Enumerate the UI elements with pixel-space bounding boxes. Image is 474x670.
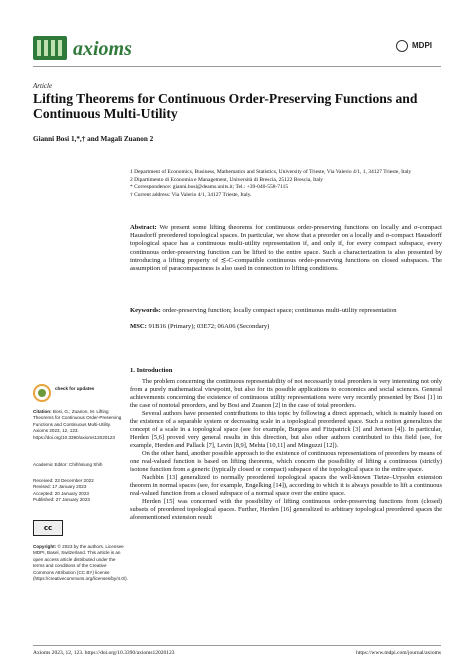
publisher-name: MDPI — [412, 41, 432, 50]
abstract-label: Abstract: — [130, 224, 157, 231]
paragraph: On the other hand, another possible approach to the existence of continuous representations of preorders by means of one real-valued function is based on lifting theorems, which concern the possibility of lifting a continuous (strictly) isotone function from a generic (typically closed or compact) subspace of the topological space to the entire space. — [130, 450, 442, 473]
paragraph: Several authors have presented contributions to this topic by following a direct approach, which is mainly based on the existence of a separable system or decreasing scale in a topological preordered space. Such a notion generalizes the concept of a scale in a topological space (see for example, Burgess and Fitzpatrick [3] and Jerison [4]). In particular, Herden [5,6] proved very general results in this direction, but also other authors contributed to this field (see, for example, Herden and Pallack [7], Levin [8,9], Mehta [10,11] and Minguzzi [12]). — [130, 410, 442, 449]
copyright-text: © 2023 by the authors. Licensee MDPI, Basel, Switzerland. This article is an open access article distributed under the terms and conditions of the Creative Commons Attribution (CC BY) license (https://creativecommons.org/licenses/by/4.0/). — [33, 544, 128, 582]
axioms-logo-icon — [33, 36, 67, 60]
msc-text: 91B16 (Primary); 03E72; 06A06 (Secondary) — [148, 323, 270, 330]
copyright — [33, 544, 128, 582]
cc-license-icon[interactable]: cc — [33, 520, 63, 536]
revised-date: Revised: 17 January 2023 — [33, 484, 87, 490]
affiliation-1: 1 Department of Economics, Business, Mathematics and Statistics, University of Trieste, Via Valerio 4/1, 1, 34127 Trieste, Italy — [130, 169, 412, 175]
check-updates-link[interactable]: check for updates — [55, 386, 95, 391]
keywords-label: Keywords: — [130, 307, 161, 314]
history-dates — [33, 478, 125, 504]
current-address: † Current address: Via Valerio 4/1, 34127 Trieste, Italy. — [130, 191, 252, 198]
section-heading: 1. Introduction — [130, 367, 173, 374]
abstract-text: We present some lifting theorems for continuous order-preserving functions on locally and σ-compact Hausdorff preordered topological spaces. In particular, we show that a preorder on a locally and σ-compact Hausdorff topological space has a continuous multi-utility representation if, and only if, for every compact subspace, every continuous order-preserving function can be lifted to the entire space. Such a characterization is also presented by introducing a lifting property of ≾-C-compatible continuous order-preserving functions on closed subspaces. The assumption of paracompactness is also used in connection to lifting conditions. — [130, 224, 443, 273]
citation-label: Citation: — [33, 409, 52, 414]
correspondence: * Correspondence: gianni.bosi@deams.units.it; Tel.: +39-040-558-7115 — [130, 184, 289, 191]
keywords-text: order-preserving function; locally compact space; continuous multi-utility representation — [162, 307, 397, 314]
citation — [33, 409, 125, 441]
paragraph: Nachbin [13] generalized to normally preordered topological spaces the well-known Tietze–Urysohn extension theorem in normal spaces (see, for example, Engelking [14]), according to which it is always possible to lift a continuous real-valued function from a closed subspace of a normal space over the entire space. — [130, 474, 442, 497]
affiliation-2: 2 Dipartimento di Economia e Management, Università di Brescia, 25122 Brescia, Italy — [130, 176, 324, 183]
abstract — [130, 224, 442, 273]
introduction-body — [130, 378, 442, 522]
editor-label: Academic Editor: — [33, 462, 68, 467]
mdpi-logo-icon — [396, 40, 408, 52]
article-type: Article — [33, 82, 53, 90]
authors: Gianni Bosi 1,*,† and Magalì Zuanon 2 — [33, 135, 154, 143]
citation-text: Bosi, G.; Zuanon, M. Lifting Theorems for Continuous Order-Preserving Functions and Continuous Multi-Utility. Axioms 2023, 12, 123. https://doi.org/10.3390/axioms12020123 — [33, 409, 122, 440]
footer-citation[interactable]: Axioms 2023, 12, 123. https://doi.org/10.3390/axioms12020123 — [33, 650, 175, 656]
academic-editor — [33, 462, 125, 468]
msc-label: MSC: — [130, 323, 147, 330]
affiliations — [130, 169, 442, 199]
check-updates-icon-core — [38, 389, 46, 397]
journal-name: axioms — [73, 38, 132, 60]
received-date: Received: 23 December 2022 — [33, 478, 94, 483]
paragraph: Herden [15] was concerned with the possibility of lifting continuous order-preserving functions from (closed) subsets of preordered topological spaces. Further, Herden [16] generalized to arbitrary topological preordered spaces the aforementioned extension result — [130, 498, 442, 521]
published-date: Published: 27 January 2023 — [33, 497, 90, 503]
header-divider — [33, 66, 441, 67]
editor-name: Chihhsiung Shih — [69, 462, 103, 467]
accepted-date: Accepted: 20 January 2023 — [33, 490, 89, 496]
keywords — [130, 307, 442, 315]
msc — [130, 323, 442, 331]
paragraph: The problem concerning the continuous representability of not necessarily total preorders is very interesting not only from a purely mathematical viewpoint, but also for its possible applications to economics and social sciences. General achievements concerning the existence of continuous utility representations were very recently presented by Bosi [1] in the case of nontotal preorders, and by Bosi and Zuanon [2] in the case of total preorders. — [130, 378, 442, 409]
footer-divider — [33, 645, 441, 646]
copyright-label: Copyright: — [33, 544, 57, 549]
paper-title: Lifting Theorems for Continuous Order-Preserving Functions and Continuous Multi-Utility — [33, 91, 418, 121]
footer-journal-url[interactable]: https://www.mdpi.com/journal/axioms — [356, 650, 441, 656]
